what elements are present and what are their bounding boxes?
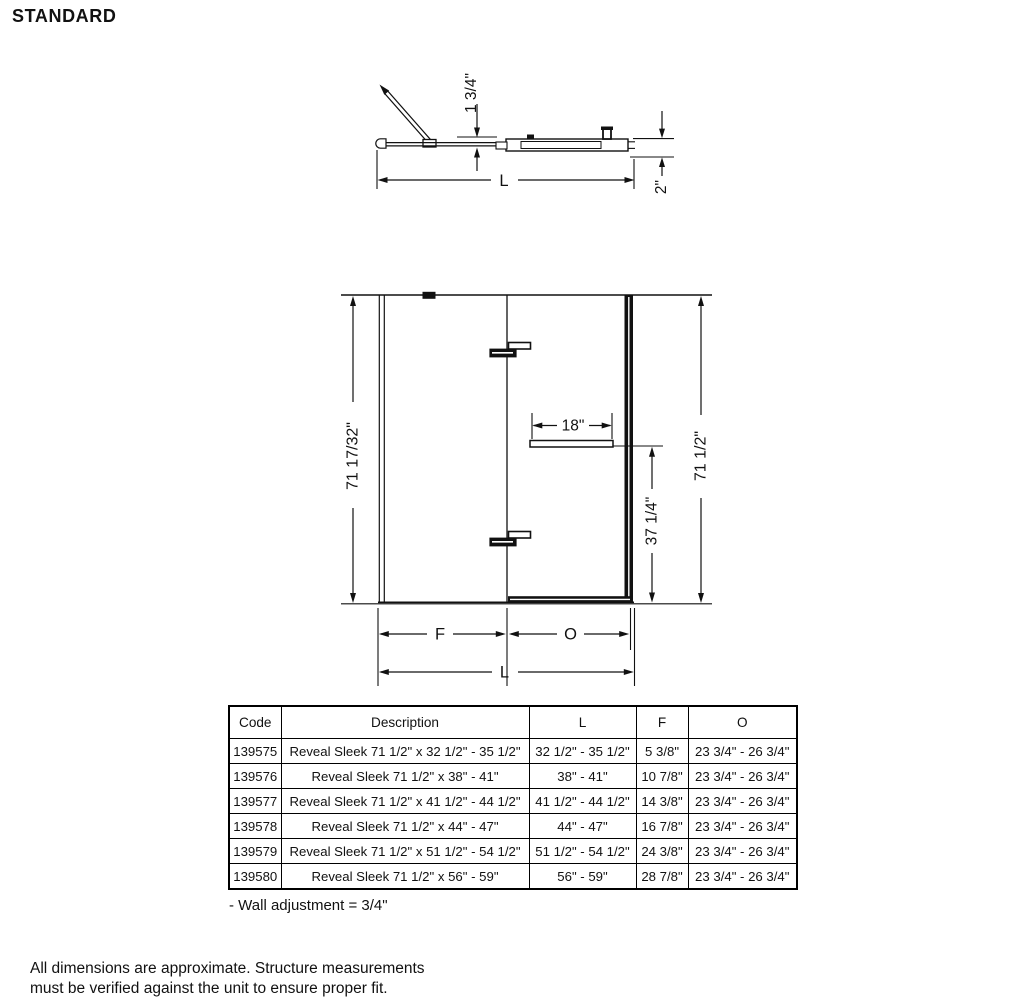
cell-f: 16 7/8" (636, 814, 688, 839)
cell-f: 14 3/8" (636, 789, 688, 814)
dim-label-height-left: 71 17/32" (344, 422, 362, 490)
cell-code: 139577 (229, 789, 281, 814)
cell-o: 23 3/4" - 26 3/4" (688, 739, 797, 764)
dim-label-glass-offset: 1 3/4" (463, 73, 480, 113)
header-l: L (529, 706, 636, 739)
dim-label-height-right: 71 1/2" (692, 430, 710, 482)
table-row (229, 764, 797, 789)
table-row (229, 864, 797, 890)
table-row (229, 814, 797, 839)
cell-l: 32 1/2" - 35 1/2" (529, 739, 636, 764)
wall-profile-right (625, 296, 634, 604)
table-row (229, 739, 797, 764)
cell-l: 51 1/2" - 54 1/2" (529, 839, 636, 864)
cell-o: 23 3/4" - 26 3/4" (688, 839, 797, 864)
cell-description: Reveal Sleek 71 1/2" x 44" - 47" (281, 814, 529, 839)
dim-label-length-plan: L (499, 172, 509, 190)
footer-line-1: All dimensions are approximate. Structure measurements (30, 960, 425, 977)
glass-panel-plan (376, 139, 501, 148)
door-swing-indicator (380, 85, 437, 148)
table-header-row (229, 706, 797, 739)
cell-l: 56" - 59" (529, 864, 636, 890)
dim-label-depth: 2" (653, 179, 670, 195)
cell-o: 23 3/4" - 26 3/4" (688, 864, 797, 890)
dim-label-shelf-height: 37 1/4" (643, 496, 661, 546)
top-bracket (423, 292, 436, 299)
cell-description: Reveal Sleek 71 1/2" x 51 1/2" - 54 1/2" (281, 839, 529, 864)
cell-description: Reveal Sleek 71 1/2" x 32 1/2" - 35 1/2" (281, 739, 529, 764)
header-description: Description (281, 706, 529, 739)
dim-depth (630, 111, 674, 176)
footer-disclaimer (30, 959, 425, 999)
cell-l: 44" - 47" (529, 814, 636, 839)
cell-o: 23 3/4" - 26 3/4" (688, 814, 797, 839)
cell-f: 5 3/8" (636, 739, 688, 764)
dim-label-length-front: L (499, 663, 510, 682)
cell-f: 28 7/8" (636, 864, 688, 890)
cell-o: 23 3/4" - 26 3/4" (688, 764, 797, 789)
bottom-rail (508, 596, 632, 603)
wall-profile-plan (496, 127, 635, 152)
unit-outline (341, 295, 712, 604)
header-f: F (636, 706, 688, 739)
hinge-top (490, 343, 531, 357)
wall-adjustment-note: - Wall adjustment = 3/4" (229, 897, 388, 914)
top-view-drawing (376, 73, 674, 194)
cell-f: 24 3/8" (636, 839, 688, 864)
cell-code: 139580 (229, 864, 281, 890)
hinge-bottom (490, 532, 531, 546)
cell-description: Reveal Sleek 71 1/2" x 41 1/2" - 44 1/2" (281, 789, 529, 814)
cell-o: 23 3/4" - 26 3/4" (688, 789, 797, 814)
cell-code: 139575 (229, 739, 281, 764)
header-o: O (688, 706, 797, 739)
front-view-drawing (341, 292, 712, 686)
cell-l: 38" - 41" (529, 764, 636, 789)
dim-glass-offset (457, 104, 497, 171)
cell-description: Reveal Sleek 71 1/2" x 38" - 41" (281, 764, 529, 789)
dim-label-opening: O (564, 625, 577, 644)
cell-f: 10 7/8" (636, 764, 688, 789)
dim-label-fixed: F (434, 625, 446, 644)
header-code: Code (229, 706, 281, 739)
cell-description: Reveal Sleek 71 1/2" x 56" - 59" (281, 864, 529, 890)
spec-table (228, 705, 798, 890)
footer-line-2: must be verified against the unit to ensure proper fit. (30, 980, 388, 997)
wall-profile-left (379, 295, 384, 603)
cell-l: 41 1/2" - 44 1/2" (529, 789, 636, 814)
page-title: STANDARD (12, 6, 117, 26)
cell-code: 139576 (229, 764, 281, 789)
table-row (229, 839, 797, 864)
table-row (229, 789, 797, 814)
cell-code: 139579 (229, 839, 281, 864)
dim-label-shelf-width: 18" (561, 417, 585, 435)
cell-code: 139578 (229, 814, 281, 839)
shelf (530, 441, 613, 448)
